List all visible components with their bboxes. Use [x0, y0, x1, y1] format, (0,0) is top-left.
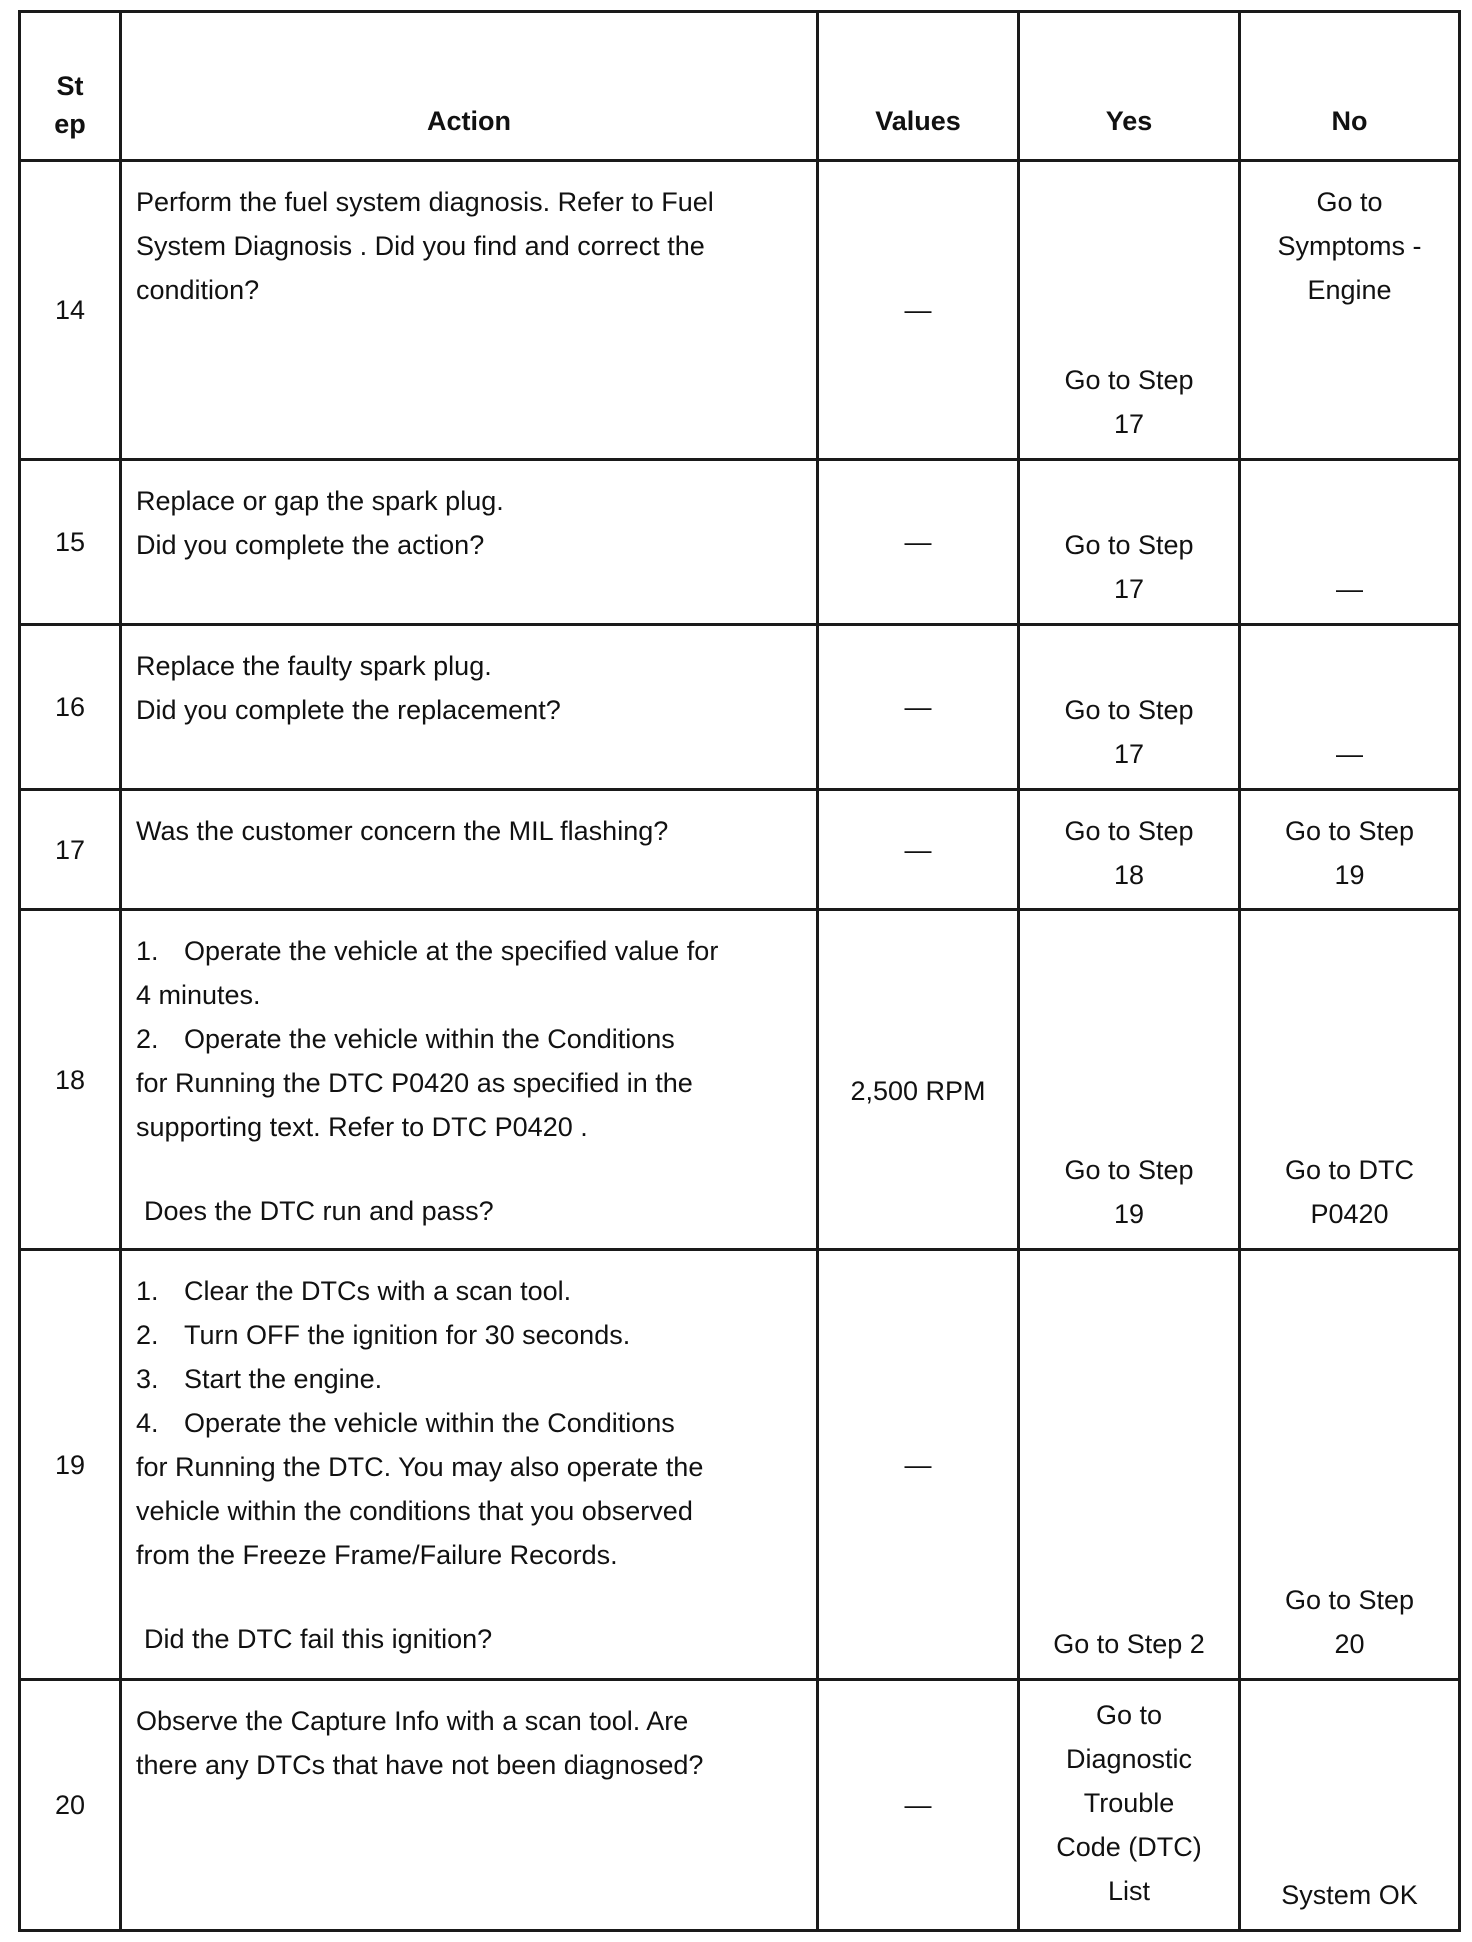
no-line: P0420 [1310, 1199, 1389, 1229]
action-cell [121, 1680, 818, 1931]
list-item [136, 1445, 802, 1489]
header-values: Values [818, 12, 1019, 161]
diagnostic-table [18, 10, 1461, 1932]
yes-line: 18 [1113, 860, 1145, 890]
header-step [20, 12, 121, 161]
list-text: Turn OFF the ignition for 30 seconds. [184, 1320, 631, 1350]
header-no: No [1240, 12, 1460, 161]
no-cell [1240, 790, 1460, 910]
no-text [1241, 1578, 1458, 1666]
no-line: Go to Step [1284, 816, 1415, 846]
list-item [136, 1401, 802, 1445]
table-row [20, 161, 1460, 460]
yes-cell [1019, 910, 1240, 1250]
yes-text [1020, 358, 1238, 446]
value-cell [818, 910, 1019, 1250]
header-action: Action [121, 12, 818, 161]
no-cell [1240, 1250, 1460, 1680]
list-item [136, 1357, 802, 1401]
value-cell: — [818, 161, 1019, 460]
yes-text [1020, 523, 1238, 611]
no-cell [1240, 161, 1460, 460]
action-line: Observe the Capture Info with a scan tool. Are [136, 1706, 689, 1736]
yes-line: Trouble [1083, 1788, 1175, 1818]
no-line: Engine [1307, 275, 1392, 305]
list-text: 4 minutes. [136, 980, 261, 1010]
action-cell [121, 460, 818, 625]
no-line: — [1336, 574, 1363, 604]
list-item [136, 973, 802, 1017]
header-step-line2: ep [54, 109, 86, 139]
yes-cell [1019, 790, 1240, 910]
yes-line: Go to Step [1064, 365, 1194, 395]
list-item [136, 1105, 802, 1149]
list-text: vehicle within the conditions that you observed [136, 1496, 693, 1526]
no-line: 19 [1334, 860, 1365, 890]
no-cell [1240, 1680, 1460, 1931]
no-text [1241, 1873, 1458, 1917]
value-cell: — [818, 790, 1019, 910]
yes-line: Go to [1095, 1700, 1163, 1730]
no-line: Go to Step [1284, 1585, 1415, 1615]
yes-line: Go to Step [1064, 816, 1194, 846]
list-num: 1. [136, 936, 159, 966]
list-text: Operate the vehicle within the Conditions [184, 1024, 675, 1054]
list-num: 2. [136, 1320, 159, 1350]
question: Does the DTC run and pass? [144, 1196, 494, 1226]
yes-cell [1019, 1250, 1240, 1680]
action-cell [121, 625, 818, 790]
action-line: Replace or gap the spark plug. [136, 486, 504, 516]
list-item [136, 1313, 802, 1357]
no-line: 20 [1334, 1629, 1365, 1659]
list-text: Operate the vehicle within the Conditions [184, 1408, 675, 1438]
header-yes: Yes [1019, 12, 1240, 161]
action-cell [121, 910, 818, 1250]
yes-line: Go to Step [1064, 530, 1194, 560]
action-line: Did you complete the replacement? [136, 695, 561, 725]
list-text: for Running the DTC. You may also operate the [136, 1452, 704, 1482]
no-text [1241, 567, 1458, 611]
header-row [20, 12, 1460, 161]
action-cell [121, 161, 818, 460]
no-cell [1240, 910, 1460, 1250]
table-row [20, 460, 1460, 625]
list-text: from the Freeze Frame/Failure Records. [136, 1540, 618, 1570]
no-text [1241, 809, 1458, 897]
list-text: Operate the vehicle at the specified value for [184, 936, 719, 966]
yes-text [1020, 1693, 1238, 1913]
list-item [136, 929, 802, 973]
yes-text [1020, 1148, 1238, 1236]
question: Did the DTC fail this ignition? [144, 1624, 493, 1654]
action-cell [121, 1250, 818, 1680]
step-number: 18 [20, 910, 121, 1250]
yes-line: Go to Step [1064, 695, 1194, 725]
action-line: Did you complete the action? [136, 530, 485, 560]
no-line: — [1336, 739, 1363, 769]
yes-cell [1019, 625, 1240, 790]
list-item [136, 1533, 802, 1577]
header-step-line1: St [56, 71, 84, 101]
table-row [20, 625, 1460, 790]
list-text: Clear the DTCs with a scan tool. [184, 1276, 572, 1306]
no-line: Symptoms - [1277, 231, 1422, 261]
value-cell: — [818, 1680, 1019, 1931]
value-cell: — [818, 625, 1019, 790]
table-row [20, 1250, 1460, 1680]
yes-line: Go to Step [1064, 1155, 1194, 1185]
list-text: for Running the DTC P0420 as specified in the [136, 1068, 693, 1098]
no-cell [1240, 625, 1460, 790]
list-num: 1. [136, 1276, 159, 1306]
step-number: 20 [20, 1680, 121, 1931]
action-line: System Diagnosis . Did you find and correct the [136, 231, 705, 261]
yes-text [1020, 1622, 1238, 1666]
list-item [136, 1489, 802, 1533]
step-number: 14 [20, 161, 121, 460]
action-line: condition? [136, 275, 260, 305]
step-number: 16 [20, 625, 121, 790]
no-line: Go to DTC [1284, 1155, 1415, 1185]
yes-line: Go to Step 2 [1053, 1629, 1205, 1659]
table-row [20, 790, 1460, 910]
action-line: Was the customer concern the MIL flashing? [136, 816, 669, 846]
yes-line: 17 [1113, 574, 1145, 604]
list-num: 3. [136, 1364, 159, 1394]
list-item [136, 1017, 802, 1061]
yes-cell [1019, 161, 1240, 460]
list-num: 2. [136, 1024, 159, 1054]
action-line: there any DTCs that have not been diagnosed? [136, 1750, 704, 1780]
yes-line: 17 [1113, 739, 1145, 769]
action-cell [121, 790, 818, 910]
value-cell: — [818, 1250, 1019, 1680]
no-line: Go to [1316, 187, 1383, 217]
no-line: System OK [1281, 1880, 1418, 1910]
list-text: Start the engine. [184, 1364, 383, 1394]
yes-text [1020, 809, 1238, 897]
step-number: 15 [20, 460, 121, 625]
no-text [1241, 1148, 1458, 1236]
yes-line: 17 [1113, 409, 1145, 439]
step-number: 17 [20, 790, 121, 910]
list-text: supporting text. Refer to DTC P0420 . [136, 1112, 588, 1142]
list-num: 4. [136, 1408, 159, 1438]
no-text [1241, 732, 1458, 776]
list-item [136, 1269, 802, 1313]
value-cell: — [818, 460, 1019, 625]
action-line: Perform the fuel system diagnosis. Refer to Fuel [136, 187, 714, 217]
no-text [1241, 180, 1458, 312]
yes-line: 19 [1113, 1199, 1145, 1229]
value-text: 2,500 RPM [850, 1076, 986, 1106]
yes-line: Code (DTC) [1056, 1832, 1202, 1862]
step-number: 19 [20, 1250, 121, 1680]
action-line: Replace the faulty spark plug. [136, 651, 492, 681]
yes-line: Diagnostic [1065, 1744, 1193, 1774]
no-cell [1240, 460, 1460, 625]
yes-cell [1019, 460, 1240, 625]
yes-text [1020, 688, 1238, 776]
list-item [136, 1061, 802, 1105]
yes-line: List [1107, 1876, 1151, 1906]
table-row [20, 1680, 1460, 1931]
table-row [20, 910, 1460, 1250]
yes-cell [1019, 1680, 1240, 1931]
